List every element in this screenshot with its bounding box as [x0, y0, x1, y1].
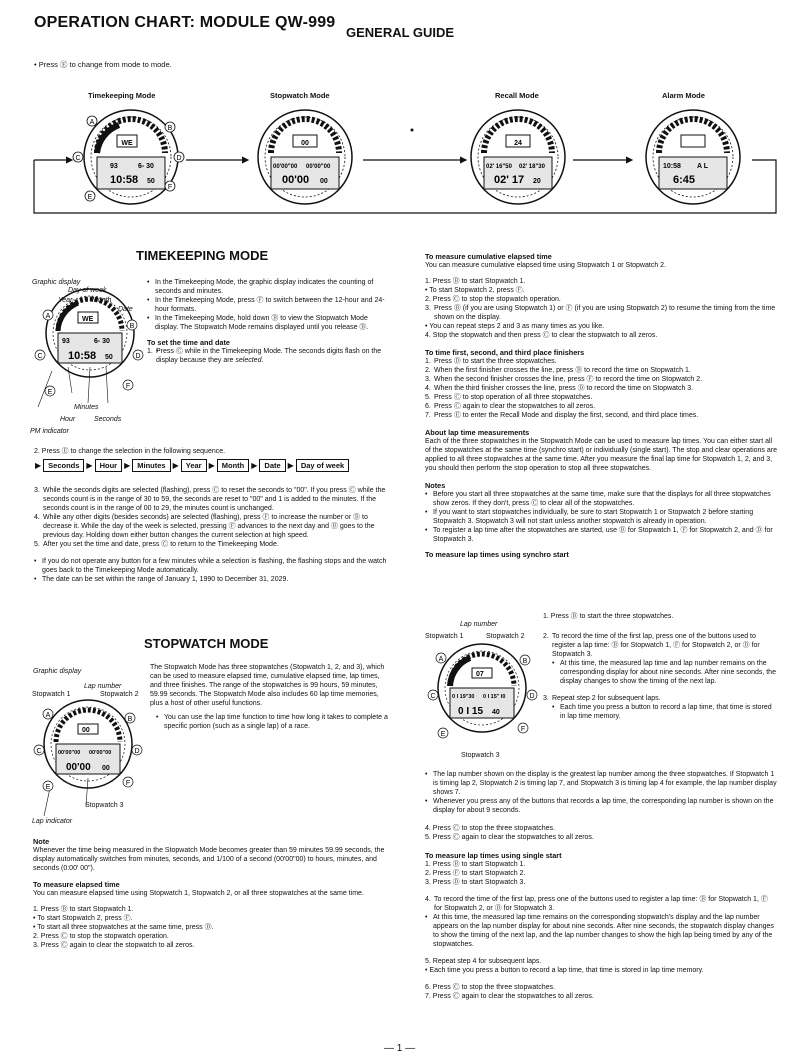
single-step: 7. Press Ⓒ again to clear the stopwatches to all zeros.	[425, 993, 594, 1000]
synchro-step-text: Press Ⓒ again to clear the stopwatches to all zeros.	[432, 834, 594, 841]
tk-step2: 2. Press Ⓔ to change the selection in the following sequence.	[34, 448, 226, 455]
right-column-bottom	[425, 770, 777, 1001]
fin-step: 2. When the first finisher crosses the line, press Ⓑ to record the time on Stopwatch 1.	[425, 367, 691, 374]
sw-fig-btn-c: C	[36, 748, 42, 755]
sy-label-sw2: Stopwatch 2	[486, 633, 525, 640]
set-step1-text: Press Ⓒ while in the Timekeeping Mode. The seconds digits flash on the display because they are	[156, 348, 382, 364]
cum-step-text: Press Ⓑ to start Stopwatch 1.	[432, 278, 526, 285]
button-letter-a: A	[89, 119, 95, 126]
single-bullet: • At this time, the measured lap time remains on the corresponding stopwatch's display and the lap number appears on the lap number display for about nine seconds. After nine seconds, the stopwatch display changes to show the timing of the next lap, and the lap number changes to show the high lap being timed by any of the stopwatches.	[425, 914, 774, 948]
seq-day-of-week: Day of week	[296, 459, 349, 472]
synchro-bullet: • Each time you press a button to record a lap time, that time is stored in lap time memory.	[543, 703, 779, 721]
sw-lcd-mid-right: 00'00"00	[306, 164, 331, 170]
synchro-heading: To measure lap times using synchro start	[425, 550, 569, 559]
synchro-watch-figure	[425, 630, 540, 745]
elapsed-bullet-text: To start all three stopwatches at the same time, press Ⓓ.	[37, 924, 214, 931]
flow-dot	[411, 129, 414, 132]
timekeeping-section-title: TIMEKEEPING MODE	[136, 248, 269, 263]
cum-bullet: • You can repeat steps 2 and 3 as many times as you like.	[425, 323, 605, 330]
step-number: 4.	[34, 514, 40, 521]
watch-alarm	[646, 110, 740, 204]
elapsed-heading: To measure elapsed time	[33, 880, 120, 889]
stopwatch-section-title: STOPWATCH MODE	[144, 636, 269, 651]
tk-bullet: • In the Timekeeping Mode, press Ⓕ to switch between the 12-hour and 24-hour formats.	[147, 296, 389, 314]
sw-label-lapind: Lap indicator	[32, 818, 73, 825]
stopwatch-intro	[150, 663, 390, 731]
page-number: — 1 —	[384, 1043, 416, 1054]
fin-step: 4. When the third finisher crosses the line, press Ⓓ to record the time on Stopwatch 3.	[425, 385, 694, 392]
tk-label-date: Date	[118, 306, 133, 313]
elapsed-step: 3. Press Ⓒ again to clear the stopwatch to all zeros.	[33, 942, 195, 949]
cum-step-text: Stop the stopwatch and then press Ⓒ to clear the stopwatch to all zeros.	[432, 332, 658, 339]
button-letter-d: D	[176, 155, 182, 162]
sw-fig-btn-a: A	[45, 712, 51, 719]
single-step-text: Press Ⓑ to start Stopwatch 1.	[432, 861, 526, 868]
tk-fig-lcd-mid-r: 6- 30	[94, 338, 110, 345]
single-step-text: Repeat step 4 for subsequent laps.	[432, 958, 542, 965]
cum-step: 4. Stop the stopwatch and then press Ⓒ to clear the stopwatch to all zeros.	[425, 332, 658, 339]
sequence-arrow-icon: ▶	[208, 461, 215, 470]
section-title-general-guide: GENERAL GUIDE	[346, 25, 455, 40]
fin-step-text: When the first finisher crosses the line, press Ⓑ to record the time on Stopwatch 1.	[434, 367, 691, 374]
cum-bullet-text: You can repeat steps 2 and 3 as many times as you like.	[429, 323, 605, 330]
sy-fig-btn-d: D	[529, 693, 535, 700]
button-letter-b: B	[167, 125, 173, 132]
general-guide-bullet: • Press Ⓔ to change from mode to mode.	[34, 60, 172, 69]
button-letter-f: F	[167, 184, 173, 191]
synchro-step: 2. To record the time of the first lap, press one of the buttons used to register a lap time: Ⓑ for Stopwatch 1, Ⓕ for Stopwatch 2, or Ⓓ for Stopwatch 3.	[543, 633, 760, 658]
sw-lcd-sec: 00	[320, 178, 328, 185]
synchro-step: 3. Repeat step 2 for subsequent laps.	[543, 695, 661, 702]
rc-lcd-mid-left: 02' 16"50	[486, 164, 512, 170]
tk-fig-btn-d: D	[135, 353, 141, 360]
fin-step-text: When the third finisher crosses the line, press Ⓓ to record the time on Stopwatch 3.	[434, 385, 694, 392]
sw-lcd-main: 00'00	[282, 174, 310, 186]
synchro-steps	[543, 612, 779, 721]
single-step-text: Press Ⓒ again to clear the stopwatches to all zeros.	[432, 993, 594, 1000]
tk-fig-btn-b: B	[129, 323, 135, 330]
fin-step: 5. Press Ⓒ to stop operation of all three stopwatches.	[425, 394, 593, 401]
tk-fig-btn-a: A	[45, 313, 51, 320]
single-bullet-text: Each time you press a button to record a lap time, that time is stored in lap time memory.	[429, 967, 704, 974]
sw-lcd-top: 00	[301, 140, 309, 147]
stopwatch-notes	[33, 837, 395, 950]
single-step: 3. Press Ⓓ to start Stopwatch 3.	[425, 879, 526, 886]
elapsed-bullet: • To start all three stopwatches at the same time, press Ⓓ.	[33, 924, 214, 931]
sy-lcd-l: 0 I 19"30	[452, 694, 475, 700]
sequence-arrow-icon: ▶	[251, 461, 258, 470]
tk-bullet: • In the Timekeeping Mode, the graphic display indicates the counting of seconds and minutes.	[147, 278, 389, 296]
sw-intro-bullet: • You can use the lap time function to time how long it takes to complete a specific portion (such as a single lap) of a race.	[156, 713, 390, 731]
single-step: 5. Repeat step 4 for subsequent laps.	[425, 958, 542, 965]
fin-step: 7. Press Ⓔ to enter the Recall Mode and display the first, second, and third place times.	[425, 412, 699, 419]
single-heading: To measure lap times using single start	[425, 851, 562, 860]
tk-label-pm: PM indicator	[30, 428, 69, 435]
page-title: OPERATION CHART: MODULE QW-999	[34, 14, 336, 31]
step-text: While the seconds digits are selected (flashing), press Ⓒ to reset the seconds to "00". If you press Ⓒ while the seconds count is in the range of 30 to 59, the seconds are reset to "00" and 1 is added to the minutes. If the seconds count is in the range of 00 to 29, the minutes count is unchanged.	[43, 487, 386, 512]
fin-step-text: Press Ⓒ again to clear the stopwatches to all zeros.	[434, 403, 596, 410]
set-time-heading: To set the time and date	[147, 338, 230, 347]
sw-fig-btn-e: E	[45, 784, 51, 791]
al-lcd-mid-left: 10:58	[663, 163, 681, 170]
finishers-steps	[425, 357, 777, 420]
single-step: 6. Press Ⓒ to stop the three stopwatches.	[425, 984, 555, 991]
sw-note-heading: Note	[33, 837, 50, 846]
sequence-arrow-icon: ▶	[35, 461, 42, 470]
button-letter-c: C	[75, 155, 81, 162]
sy-lcd-sec: 40	[492, 709, 500, 716]
single-bullet: • Each time you press a button to record a lap time, that time is stored in lap time memory.	[425, 967, 704, 974]
elapsed-step-text: Press Ⓒ again to clear the stopwatch to all zeros.	[40, 942, 195, 949]
selection-sequence	[33, 459, 349, 472]
stopwatch-mode-label: Stopwatch Mode	[270, 91, 330, 100]
sy-label-sw3: Stopwatch 3	[461, 752, 500, 759]
fin-step: 3. When the second finisher crosses the line, press Ⓕ to record the time on Stopwatch 2.	[425, 376, 703, 383]
sy-lcd-top: 07	[476, 671, 484, 678]
tk-lcd-sec: 50	[147, 178, 155, 185]
step-number: 3.	[34, 487, 40, 494]
general-guide-text: Press Ⓔ to change from mode to mode.	[38, 60, 172, 69]
synchro-step-text: To record the time of the first lap, press one of the buttons used to register a lap time: Ⓑ for Stopwatch 1, Ⓕ for Stopwatch 2, or Ⓓ for Stopwatch 3.	[552, 633, 760, 658]
tk-lcd-main: 10:58	[110, 174, 139, 186]
fin-step-text: Press Ⓓ to start the three stopwatches.	[434, 358, 557, 365]
cumulative-intro: You can measure cumulative elapsed time using Stopwatch 1 or Stopwatch 2.	[425, 262, 666, 269]
button-letter-e: E	[87, 194, 93, 201]
tk-step	[34, 513, 396, 540]
single-step: 1. Press Ⓑ to start Stopwatch 1.	[425, 861, 526, 868]
recall-mode-label: Recall Mode	[495, 91, 539, 100]
synchro-note: • The lap number shown on the display is the greatest lap number among the three stopwatches. If Stopwatch 1 is timing lap 2, Stopwatch 2 is timing lap 7, and Stopwatch 3 is timing lap 4 for example, the lap number display shows 7.	[425, 770, 777, 797]
fin-step-text: When the second finisher crosses the line, press Ⓕ to record the time on Stopwatch 2.	[434, 376, 703, 383]
sw-fig-btn-d: D	[134, 748, 140, 755]
sy-fig-btn-c: C	[430, 693, 436, 700]
single-step-text: Press Ⓒ to stop the three stopwatches.	[432, 984, 555, 991]
sw-lcd-mid-left: 00'00"00	[273, 164, 298, 170]
tk-fig-lcd-sec: 50	[105, 354, 113, 361]
tk-fig-lcd-mid-l: 93	[62, 338, 70, 345]
sw-note-text: Whenever the time being measured in the Stopwatch Mode becomes greater than 59 minutes 59.99 seconds, the display automatically switches from minutes, seconds, and 1/100 of a second (00'00"00) to hours, minutes, and seconds (0:00' 00").	[33, 847, 385, 872]
sequence-arrow-icon: ▶	[124, 461, 131, 470]
cum-step-text: Press Ⓒ to stop the stopwatch operation.	[432, 296, 561, 303]
tk-label-month: Month	[92, 297, 112, 304]
right-note: • To register a lap time after the stopwatches are started, use Ⓑ for Stopwatch 1, Ⓕ for Stopwatch 2, and Ⓓ for Stopwatch 3.	[425, 526, 777, 544]
sw-intro-text: The Stopwatch Mode has three stopwatches (Stopwatch 1, 2, and 3), which can be used to measure elapsed time, cumulative elapsed time, lap times, and three finishes. The range of the stopwatches is 99 hours, 59 minutes, 59.99 seconds. The Stopwatch Mode also includes 60 lap time memories, plus a host of other useful functions.	[150, 664, 385, 707]
right-notes	[425, 490, 777, 544]
sequence-arrow-icon: ▶	[172, 461, 179, 470]
elapsed-intro: You can measure elapsed time using Stopwatch 1, Stopwatch 2, or all three stopwatches at the same time.	[33, 890, 364, 897]
elapsed-step-text: Press Ⓑ to start Stopwatch 1.	[40, 906, 134, 913]
about-lap-heading: About lap time measurements	[425, 428, 530, 437]
fin-step: 6. Press Ⓒ again to clear the stopwatches to all zeros.	[425, 403, 596, 410]
stopwatch-watch-figure	[30, 688, 145, 818]
rc-lcd-sec: 20	[533, 178, 541, 185]
watch-timekeeping	[84, 110, 178, 204]
sw-label-lap: Lap number	[84, 683, 122, 690]
al-lcd-mid-right: A L	[697, 163, 709, 170]
synchro-step: 5. Press Ⓒ again to clear the stopwatches to all zeros.	[425, 834, 594, 841]
mode-flow-diagram	[0, 0, 808, 230]
tk-lcd-mid-left: 93	[110, 163, 118, 170]
sw-fig-lcd-l: 00'00"00	[58, 750, 81, 756]
elapsed-step: 2. Press Ⓒ to stop the stopwatch operation.	[33, 933, 169, 940]
synchro-note: • Whenever you press any of the buttons that records a lap time, the corresponding lap number is shown on the display for about 9 seconds.	[425, 797, 777, 815]
elapsed-step-text: Press Ⓒ to stop the stopwatch operation.	[40, 933, 169, 940]
sw-fig-lcd-sec: 00	[102, 765, 110, 772]
tk-fig-btn-f: F	[125, 383, 131, 390]
cum-step: 1. Press Ⓑ to start Stopwatch 1.	[425, 278, 526, 285]
single-step: 4. To record the time of the first lap, press one of the buttons used to register a lap time: Ⓑ for Stopwatch 1, Ⓕ for Stopwatch 2, or Ⓓ for Stopwatch 3.	[425, 896, 768, 912]
sy-fig-btn-e: E	[440, 731, 446, 738]
notes-heading: Notes	[425, 481, 446, 490]
sy-fig-btn-f: F	[520, 726, 526, 733]
tk-label-minutes: Minutes	[74, 404, 99, 411]
tk-fig-lcd-top: WE	[82, 316, 94, 323]
sy-fig-btn-a: A	[438, 656, 444, 663]
sw-label-sw2: Stopwatch 2	[100, 691, 139, 698]
synchro-step: 1. Press Ⓓ to start the three stopwatches.	[543, 613, 674, 620]
step-number: 5.	[34, 541, 40, 548]
elapsed-step: 1. Press Ⓑ to start Stopwatch 1.	[33, 906, 134, 913]
tk-label-dow: Day of week	[68, 287, 107, 294]
single-bullet-text: At this time, the measured lap time remains on the corresponding stopwatch's display and the lap number appears on the lap number display for about nine seconds. After nine seconds, the stopwatch display changes to show the timing of the next lap, and the lap number changes to show the high lap being timed by any of the stopwatches.	[433, 914, 774, 948]
seq-month: Month	[217, 459, 250, 472]
right-column-top	[425, 252, 777, 559]
tk-label-graphic: Graphic display	[32, 279, 81, 286]
cum-step-text: Press Ⓑ (if you are using Stopwatch 1) or Ⓕ (if you are using Stopwatch 2) to resume the timing from the time shown on the display.	[434, 305, 776, 321]
tk-fig-lcd-main: 10:58	[68, 350, 97, 362]
seq-hour: Hour	[95, 459, 123, 472]
sw-fig-lcd-r: 00'00"00	[89, 750, 112, 756]
timekeeping-watch-figure	[28, 275, 146, 410]
sw-label-graphic: Graphic display	[33, 668, 82, 675]
right-note: • Before you start all three stopwatches at the same time, make sure that the displays for all three stopwatches show zeros. If they don't, press Ⓒ to clear all of the stopwatches.	[425, 490, 777, 508]
about-lap-text: Each of the three stopwatches in the Stopwatch Mode can be used to measure lap times. You can either start all of the stopwatches at the same time (synchro start) or individually (single start). The stop and clear operations are applied to all three stopwatches at the same time. After you measure the final lap time for Stopwatch 1, 2, and 3, you should then perform the stop operation to stop all three stopwatches.	[425, 438, 777, 472]
cum-step: 3. Press Ⓑ (if you are using Stopwatch 1) or Ⓕ (if you are using Stopwatch 2) to resume the timing from the time shown on the display.	[425, 305, 776, 321]
cum-bullet-text: To start Stopwatch 2, press Ⓕ.	[429, 287, 525, 294]
sy-fig-btn-b: B	[522, 658, 528, 665]
sw-fig-btn-b: B	[127, 716, 133, 723]
sy-label-lap: Lap number	[460, 621, 498, 628]
elapsed-bullet: • To start Stopwatch 2, press Ⓕ.	[33, 915, 133, 922]
sw-label-sw1: Stopwatch 1	[32, 691, 71, 698]
right-note: • If you want to start stopwatches individually, be sure to start Stopwatch 1 or Stopwatch 2 before starting Stopwatch 3. Stopwatch 3 will not start unless another stopwatch is already in operation.	[425, 508, 777, 526]
tk-note: • The date can be set within the range of January 1, 1990 to December 31, 2029.	[34, 575, 396, 584]
tk-lcd-top: WE	[121, 140, 133, 147]
seq-minutes: Minutes	[132, 459, 170, 472]
alarm-mode-label: Alarm Mode	[662, 91, 705, 100]
tk-step	[34, 486, 396, 513]
tk-note: • If you do not operate any button for a few minutes while a selection is flashing, the flashing stops and the watch goes back to the Timekeeping Mode automatically.	[34, 557, 396, 575]
tk-fig-btn-c: C	[37, 353, 43, 360]
sy-lcd-main: 0 I 15	[458, 706, 484, 717]
elapsed-bullet-text: To start Stopwatch 2, press Ⓕ.	[37, 915, 133, 922]
single-step-text: Press Ⓓ to start Stopwatch 3.	[432, 879, 526, 886]
tk-bullet: • In the Timekeeping Mode, hold down Ⓑ to view the Stopwatch Mode display. The Stopwatch Mode remains displayed until you release Ⓑ.	[147, 314, 389, 332]
cumulative-heading: To measure cumulative elapsed time	[425, 252, 552, 261]
sw-fig-lcd-top: 00	[82, 727, 90, 734]
synchro-step-text: Press Ⓒ to stop the three stopwatches.	[432, 825, 555, 832]
set-step1-italic: selected.	[235, 357, 264, 364]
synchro-step-text: Press Ⓓ to start the three stopwatches.	[550, 613, 674, 620]
tk-label-year: Year	[58, 297, 73, 304]
fin-step-text: Press Ⓒ to stop operation of all three stopwatches.	[434, 394, 593, 401]
watch-recall	[471, 110, 565, 204]
tk-label-seconds: Seconds	[94, 416, 122, 423]
sequence-arrow-icon: ▶	[287, 461, 294, 470]
seq-date: Date	[259, 459, 285, 472]
sw-fig-lcd-main: 00'00	[66, 762, 91, 773]
fin-step: 1. Press Ⓓ to start the three stopwatches.	[425, 358, 557, 365]
cum-bullet: • To start Stopwatch 2, press Ⓕ.	[425, 287, 525, 294]
al-lcd-main: 6:45	[673, 174, 696, 186]
single-step-text: Press Ⓕ to start Stopwatch 2.	[432, 870, 526, 877]
fin-step-text: Press Ⓔ to enter the Recall Mode and display the first, second, and third place times.	[434, 412, 699, 419]
synchro-step: 4. Press Ⓒ to stop the three stopwatches.	[425, 825, 555, 832]
cum-step: 2. Press Ⓒ to stop the stopwatch operation.	[425, 296, 561, 303]
synchro-step-text: Repeat step 2 for subsequent laps.	[552, 695, 661, 702]
tk-label-hour: Hour	[60, 416, 76, 423]
set-time-step1: • 1. Press Ⓒ while in the Timekeeping Mode. The seconds digits flash on the display because they are selected.	[147, 347, 389, 365]
finishers-heading: To time first, second, and third place finishers	[425, 348, 585, 357]
tk-fig-btn-e: E	[47, 389, 53, 396]
sy-label-sw1: Stopwatch 1	[425, 633, 464, 640]
single-step-text: To record the time of the first lap, press one of the buttons used to register a lap time: Ⓑ for Stopwatch 1, Ⓕ for Stopwatch 2, or Ⓓ for Stopwatch 3.	[434, 896, 768, 912]
timekeeping-mode-label: Timekeeping Mode	[88, 91, 156, 100]
tk-lcd-mid-right: 6- 30	[138, 163, 154, 170]
rc-lcd-mid-right: 02' 18"30	[519, 164, 545, 170]
rc-lcd-main: 02' 17	[494, 174, 525, 186]
tk-steps	[34, 486, 396, 584]
sw-fig-btn-f: F	[125, 780, 131, 787]
single-step: 2. Press Ⓕ to start Stopwatch 2.	[425, 870, 526, 877]
tk-step	[34, 540, 396, 549]
seq-seconds: Seconds	[43, 459, 84, 472]
watch-stopwatch	[258, 110, 352, 204]
step-text: After you set the time and date, press Ⓒ to return to the Timekeeping Mode.	[43, 541, 279, 548]
sequence-arrow-icon: ▶	[86, 461, 93, 470]
rc-lcd-top: 24	[514, 140, 522, 147]
timekeeping-bullets	[147, 278, 389, 365]
seq-year: Year	[181, 459, 207, 472]
sy-lcd-r: 0 I 15" I0	[483, 694, 506, 700]
step-text: While any other digits (besides seconds) are selected (flashing), press Ⓕ to increase the number or Ⓑ to decrease it. While the day of the week is selected, pressing Ⓕ advances to the next day and Ⓑ goes to the previous day. Holding down either button changes the current selection at high speed.	[43, 514, 375, 539]
tk-step2-text: Press Ⓔ to change the selection in the following sequence.	[41, 448, 226, 455]
synchro-bullet: • At this time, the measured lap time and lap number remains on the corresponding display for about nine seconds. After nine seconds, the display changes to show the timing of the next lap.	[543, 659, 779, 686]
sw-label-sw3: Stopwatch 3	[85, 802, 124, 809]
